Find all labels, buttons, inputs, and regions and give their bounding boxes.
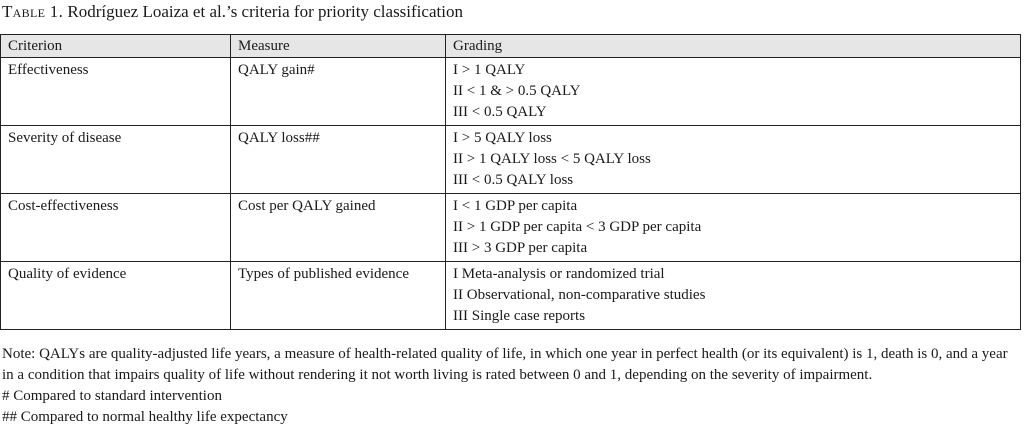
criterion-cell: Severity of disease: [1, 126, 231, 194]
grade-line: I Meta-analysis or randomized trial: [453, 266, 665, 282]
table-caption-text: Rodríguez Loaiza et al.’s criteria for priority classification: [67, 2, 463, 21]
grade-line: III < 0.5 QALY loss: [453, 172, 574, 188]
table-caption: [2, 1, 463, 23]
table-caption-label: Table 1.: [2, 2, 64, 21]
criteria-table: [0, 34, 1021, 330]
grading-cell: [446, 194, 1021, 262]
criterion-cell: Cost-effectiveness: [1, 194, 231, 262]
grade-line: II > 1 GDP per capita < 3 GDP per capita: [453, 219, 702, 235]
header-grading: Grading: [446, 35, 1021, 58]
header-criterion: Criterion: [1, 35, 231, 58]
grade-line: I > 5 QALY loss: [453, 130, 552, 146]
grade-line: III > 3 GDP per capita: [453, 240, 588, 256]
criterion-cell: Quality of evidence: [1, 262, 231, 330]
measure-cell: QALY gain#: [231, 58, 446, 126]
measure-cell: QALY loss##: [231, 126, 446, 194]
footnote-double-hash: ## Compared to normal healthy life expectancy: [2, 409, 288, 425]
grading-cell: [446, 262, 1021, 330]
grade-line: I < 1 GDP per capita: [453, 198, 578, 214]
grading-cell: [446, 126, 1021, 194]
header-measure: Measure: [231, 35, 446, 58]
table-row: [1, 58, 1021, 126]
table-header-row: [1, 35, 1021, 58]
table-row: [1, 262, 1021, 330]
grading-cell: [446, 58, 1021, 126]
table-notes: [2, 344, 1017, 428]
measure-cell: Types of published evidence: [231, 262, 446, 330]
criterion-cell: Effectiveness: [1, 58, 231, 126]
grade-line: II Observational, non-comparative studies: [453, 287, 706, 303]
footnote-single-hash: # Compared to standard intervention: [2, 388, 222, 404]
grade-line: I > 1 QALY: [453, 62, 526, 78]
table-row: [1, 194, 1021, 262]
measure-cell: Cost per QALY gained: [231, 194, 446, 262]
table-row: [1, 126, 1021, 194]
grade-line: II < 1 & > 0.5 QALY: [453, 83, 581, 99]
note-text: Note: QALYs are quality-adjusted life years, a measure of health-related quality of life, in which one year in perfect health (or its equivalent) is 1, death is 0, and a year in a condition that impairs quality of life without rendering it not worth living is rated between 0 and 1, depending on the severity of impairment.: [2, 346, 1008, 383]
grade-line: III Single case reports: [453, 308, 586, 324]
grade-line: II > 1 QALY loss < 5 QALY loss: [453, 151, 651, 167]
grade-line: III < 0.5 QALY: [453, 104, 547, 120]
